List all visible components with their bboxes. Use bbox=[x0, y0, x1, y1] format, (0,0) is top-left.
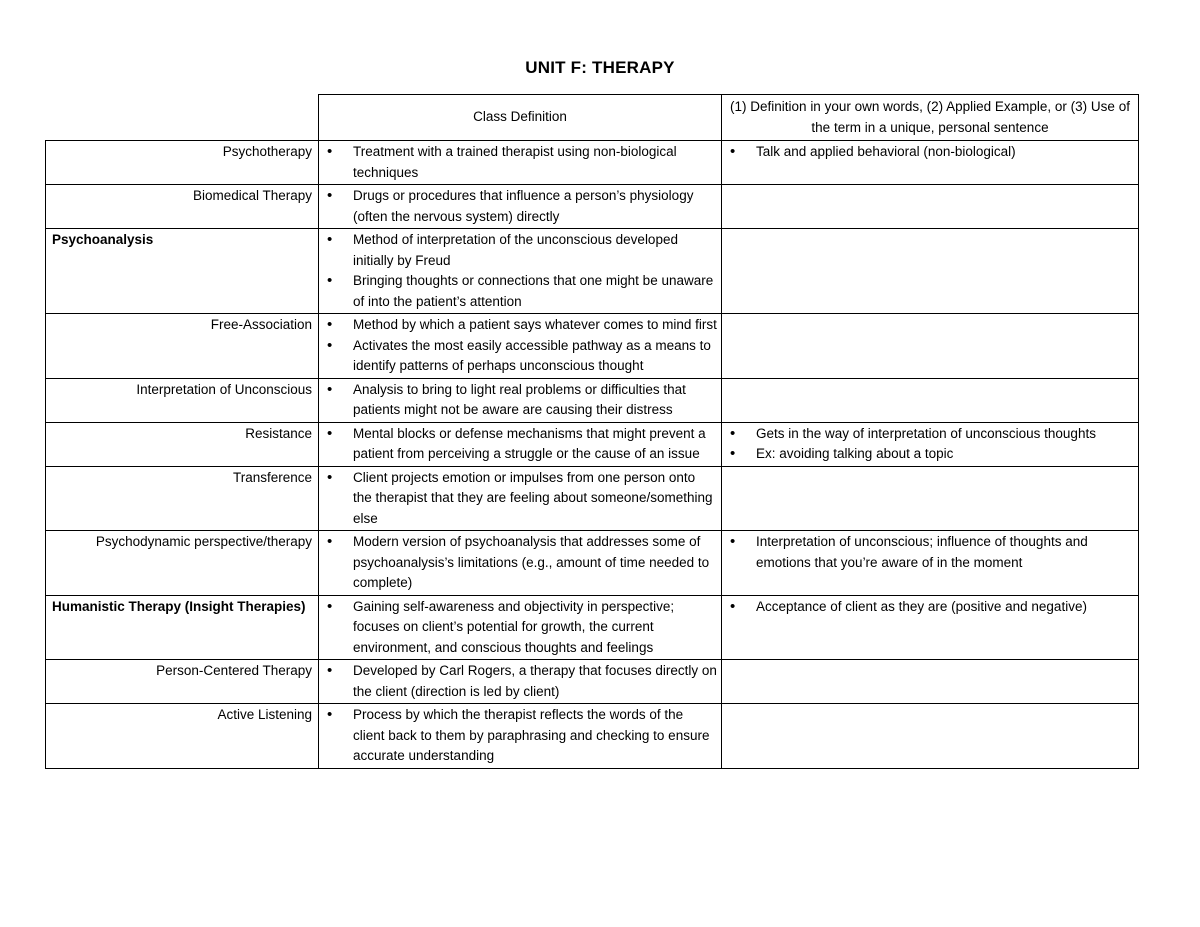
bullet-list bbox=[319, 141, 721, 184]
bullet-list bbox=[722, 531, 1138, 574]
table-row bbox=[46, 704, 1139, 769]
table-row bbox=[46, 378, 1139, 422]
bullet-list bbox=[319, 379, 721, 422]
term-cell: Interpretation of Unconscious bbox=[46, 378, 319, 422]
class-definition-cell bbox=[319, 422, 722, 466]
own-words-cell bbox=[722, 378, 1139, 422]
own-words-cell bbox=[722, 141, 1139, 185]
header-class-definition: Class Definition bbox=[319, 95, 722, 141]
bullet-list bbox=[319, 660, 721, 703]
bullet-item: • Developed by Carl Rogers, a therapy that focuses directly on the client (direction is led by client) bbox=[319, 661, 717, 702]
bullet-item: • Drugs or procedures that influence a person’s physiology (often the nervous system) directly bbox=[319, 186, 717, 227]
class-definition-cell bbox=[319, 660, 722, 704]
own-words-cell bbox=[722, 422, 1139, 466]
bullet-item: • Activates the most easily accessible pathway as a means to identify patterns of perhaps unconscious thought bbox=[319, 336, 717, 377]
class-definition-cell bbox=[319, 185, 722, 229]
bullet-list bbox=[319, 229, 721, 313]
bullet-list bbox=[319, 423, 721, 466]
term-cell: Transference bbox=[46, 466, 319, 531]
bullet-list bbox=[319, 467, 721, 531]
table-row bbox=[46, 185, 1139, 229]
term-cell: Biomedical Therapy bbox=[46, 185, 319, 229]
bullet-list bbox=[722, 141, 1138, 164]
bullet-item: • Client projects emotion or impulses from one person onto the therapist that they are feeling about someone/something else bbox=[319, 468, 717, 530]
bullet-item: • Gaining self-awareness and objectivity in perspective; focuses on client’s potential for growth, the current environment, and conscious thoughts and feelings bbox=[319, 597, 717, 659]
bullet-item: • Interpretation of unconscious; influence of thoughts and emotions that you’re aware of in the moment bbox=[722, 532, 1134, 573]
bullet-item: • Gets in the way of interpretation of unconscious thoughts bbox=[722, 424, 1134, 445]
table-row bbox=[46, 595, 1139, 660]
table-row bbox=[46, 466, 1139, 531]
term-cell: Person-Centered Therapy bbox=[46, 660, 319, 704]
bullet-item: • Ex: avoiding talking about a topic bbox=[722, 444, 1134, 465]
own-words-cell bbox=[722, 314, 1139, 379]
bullet-list bbox=[319, 531, 721, 595]
term-cell: Humanistic Therapy (Insight Therapies) bbox=[46, 595, 319, 660]
bullet-item: • Process by which the therapist reflects the words of the client back to them by paraphrasing and checking to ensure accurate understanding bbox=[319, 705, 717, 767]
class-definition-cell bbox=[319, 531, 722, 596]
class-definition-cell bbox=[319, 466, 722, 531]
class-definition-cell bbox=[319, 314, 722, 379]
bullet-item: • Method by which a patient says whatever comes to mind first bbox=[319, 315, 717, 336]
bullet-list bbox=[319, 596, 721, 660]
table-row bbox=[46, 660, 1139, 704]
therapy-terms-table bbox=[45, 94, 1139, 769]
bullet-item: • Talk and applied behavioral (non-biological) bbox=[722, 142, 1134, 163]
own-words-cell bbox=[722, 229, 1139, 314]
own-words-cell bbox=[722, 595, 1139, 660]
page-title: UNIT F: THERAPY bbox=[525, 58, 675, 77]
bullet-list bbox=[319, 185, 721, 228]
bullet-list bbox=[319, 704, 721, 768]
class-definition-cell bbox=[319, 704, 722, 769]
class-definition-cell bbox=[319, 229, 722, 314]
bullet-list bbox=[319, 314, 721, 378]
term-cell: Psychoanalysis bbox=[46, 229, 319, 314]
table-body bbox=[46, 141, 1139, 769]
bullet-item: • Modern version of psychoanalysis that addresses some of psychoanalysis’s limitations (e.g., amount of time needed to complete) bbox=[319, 532, 717, 594]
term-cell: Psychodynamic perspective/therapy bbox=[46, 531, 319, 596]
class-definition-cell bbox=[319, 378, 722, 422]
term-cell: Free-Association bbox=[46, 314, 319, 379]
class-definition-cell bbox=[319, 141, 722, 185]
bullet-list bbox=[722, 596, 1138, 619]
bullet-item: • Method of interpretation of the unconscious developed initially by Freud bbox=[319, 230, 717, 271]
table-row bbox=[46, 531, 1139, 596]
header-row bbox=[46, 95, 1139, 141]
own-words-cell bbox=[722, 531, 1139, 596]
table-row bbox=[46, 422, 1139, 466]
own-words-cell bbox=[722, 660, 1139, 704]
bullet-item: • Mental blocks or defense mechanisms that might prevent a patient from perceiving a struggle or the cause of an issue bbox=[319, 424, 717, 465]
own-words-cell bbox=[722, 466, 1139, 531]
bullet-item: • Acceptance of client as they are (positive and negative) bbox=[722, 597, 1134, 618]
class-definition-cell bbox=[319, 595, 722, 660]
bullet-item: • Treatment with a trained therapist using non-biological techniques bbox=[319, 142, 717, 183]
own-words-cell bbox=[722, 704, 1139, 769]
header-blank-cell bbox=[46, 95, 319, 141]
bullet-item: • Bringing thoughts or connections that one might be unaware of into the patient’s attention bbox=[319, 271, 717, 312]
table-row bbox=[46, 229, 1139, 314]
table-row bbox=[46, 314, 1139, 379]
header-own-words: (1) Definition in your own words, (2) Applied Example, or (3) Use of the term in a unique, personal sentence bbox=[722, 95, 1139, 141]
bullet-list bbox=[722, 423, 1138, 466]
term-cell: Resistance bbox=[46, 422, 319, 466]
bullet-item: • Analysis to bring to light real problems or difficulties that patients might not be aware are causing their distress bbox=[319, 380, 717, 421]
own-words-cell bbox=[722, 185, 1139, 229]
term-cell: Active Listening bbox=[46, 704, 319, 769]
term-cell: Psychotherapy bbox=[46, 141, 319, 185]
table-row bbox=[46, 141, 1139, 185]
